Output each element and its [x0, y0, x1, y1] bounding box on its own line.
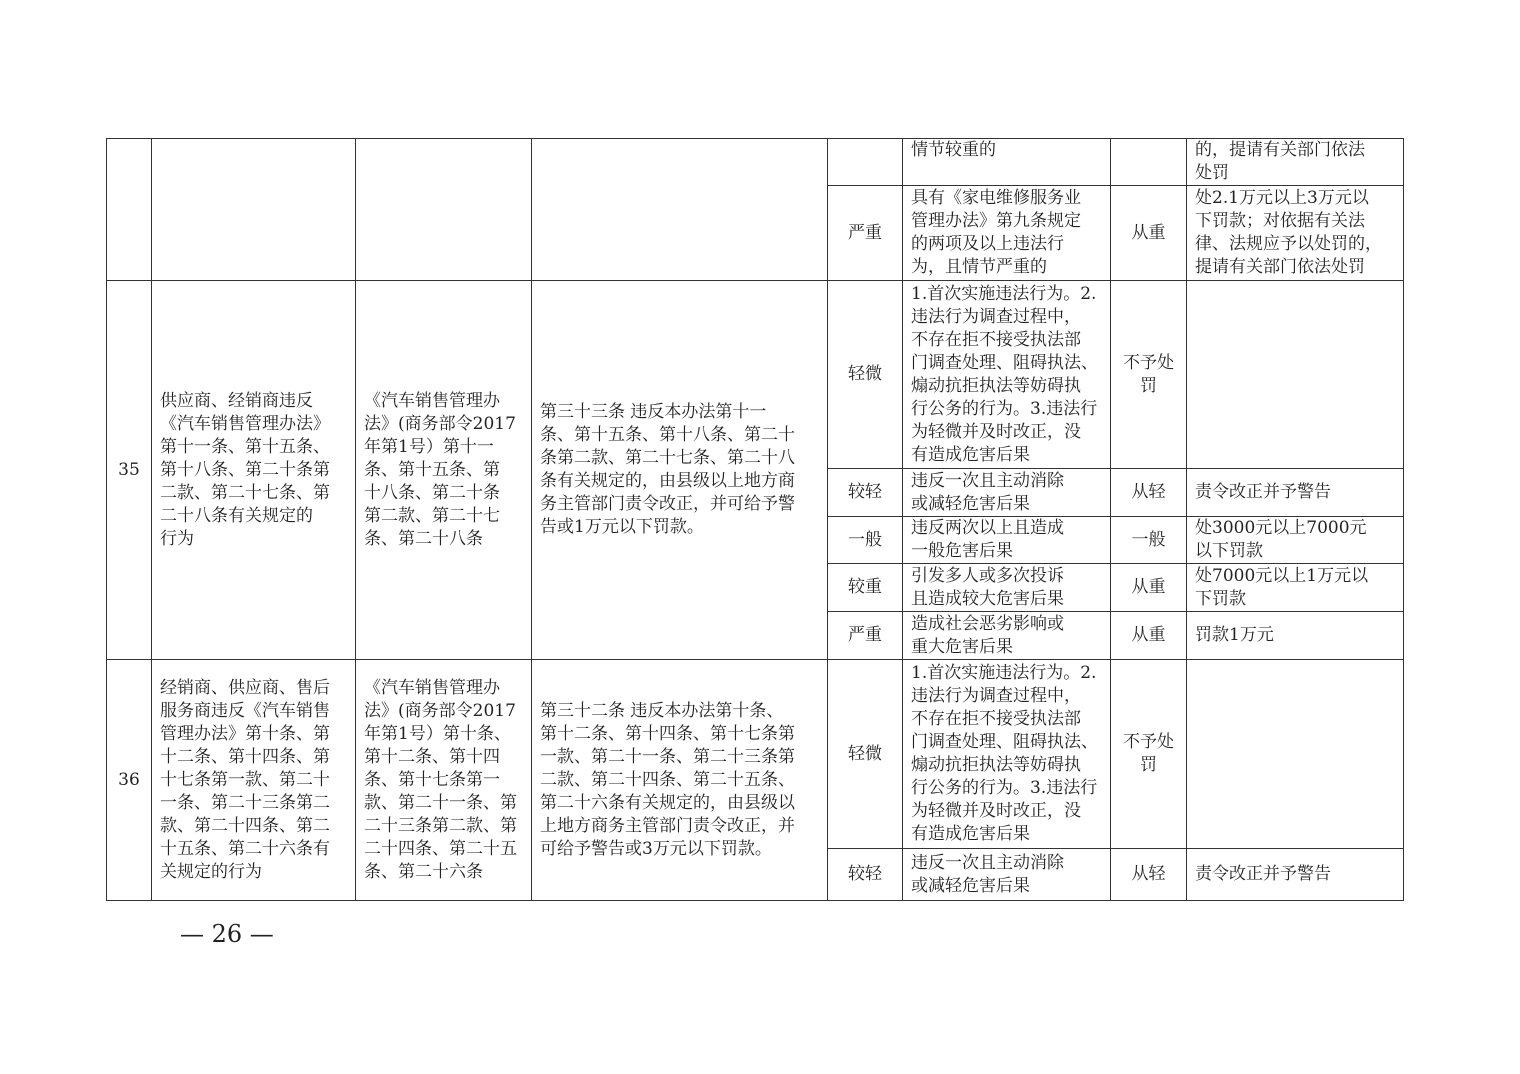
item-number-cell: 36 [107, 660, 152, 901]
table-row [107, 139, 1404, 186]
condition-cell: 1.首次实施违法行为。2. 违法行为调查过程中， 不存在拒不接受执法部 门调查处理、阻碍执法、 煽动抗拒执法等妨碍执 行公务的行为。3.违法行 为轻微并及时改正，没 有造成危害后果 [903, 281, 1111, 469]
behavior-cell [152, 139, 356, 281]
penalty-cell: 责令改正并予警告 [1187, 469, 1404, 517]
penalty-cell: 处7000元以上1万元以 下罚款 [1187, 564, 1404, 612]
level-cell: 轻微 [828, 660, 903, 849]
table-row [107, 281, 1404, 469]
condition-cell: 违反两次以上且造成 一般危害后果 [903, 517, 1111, 564]
mode-cell: 从轻 [1111, 849, 1187, 901]
level-cell: 较轻 [828, 469, 903, 517]
penalty-cell: 的，提请有关部门依法 处罚 [1187, 139, 1404, 186]
penalty-basis-cell: 第三十三条 违反本办法第十一 条、第十五条、第十八条、第二十 条第二款、第二十七条、第二十八 条有关规定的，由县级以上地方商 务主管部门责令改正，并可给予警 告或1万元以下罚款。 [532, 281, 828, 660]
mode-cell: 从重 [1111, 612, 1187, 660]
level-cell: 一般 [828, 517, 903, 564]
level-cell: 严重 [828, 186, 903, 281]
item-number-cell: 35 [107, 281, 152, 660]
mode-cell: 从重 [1111, 186, 1187, 281]
penalty-cell: 责令改正并予警告 [1187, 849, 1404, 901]
condition-cell: 违反一次且主动消除 或减轻危害后果 [903, 469, 1111, 517]
mode-cell: 一般 [1111, 517, 1187, 564]
item-number-cell [107, 139, 152, 281]
penalty-cell [1187, 281, 1404, 469]
condition-cell: 1.首次实施违法行为。2. 违法行为调查过程中， 不存在拒不接受执法部 门调查处理、阻碍执法、 煽动抗拒执法等妨碍执 行公务的行为。3.违法行 为轻微并及时改正，没 有造成危害后果 [903, 660, 1111, 849]
behavior-cell: 经销商、供应商、售后 服务商违反《汽车销售 管理办法》第十条、第 十二条、第十四条、第 十七条第一款、第二十 一条、第二十三条第二 款、第二十四条、第二 十五条、第二十六条有 关规定的行为 [152, 660, 356, 901]
condition-cell: 具有《家电维修服务业 管理办法》第九条规定 的两项及以上违法行 为，且情节严重的 [903, 186, 1111, 281]
penalty-cell: 处3000元以上7000元 以下罚款 [1187, 517, 1404, 564]
mode-cell: 不予处 罚 [1111, 660, 1187, 849]
penalty-cell: 处2.1万元以上3万元以 下罚款；对依据有关法 律、法规应予以处罚的， 提请有关部门依法处罚 [1187, 186, 1404, 281]
basis-cell [356, 139, 532, 281]
mode-cell: 从重 [1111, 564, 1187, 612]
level-cell [828, 139, 903, 186]
penalty-cell: 罚款1万元 [1187, 612, 1404, 660]
penalty-cell [1187, 660, 1404, 849]
behavior-cell: 供应商、经销商违反 《汽车销售管理办法》 第十一条、第十五条、 第十八条、第二十条第 二款、第二十七条、第 二十八条有关规定的 行为 [152, 281, 356, 660]
basis-cell: 《汽车销售管理办 法》(商务部令2017 年第1号）第十一 条、第十五条、第 十八条、第二十条 第二款、第二十七 条、第二十八条 [356, 281, 532, 660]
page-number: — 26 — [180, 920, 274, 948]
condition-cell: 引发多人或多次投诉 且造成较大危害后果 [903, 564, 1111, 612]
condition-cell: 情节较重的 [903, 139, 1111, 186]
penalty-basis-cell: 第三十二条 违反本办法第十条、 第十二条、第十四条、第十七条第 一款、第二十一条、第二十三条第 二款、第二十四条、第二十五条、 第二十六条有关规定的，由县级以 上地方商务主管部门责令改正，并 可给予警告或3万元以下罚款。 [532, 660, 828, 901]
mode-cell: 不予处 罚 [1111, 281, 1187, 469]
level-cell: 较重 [828, 564, 903, 612]
mode-cell: 从轻 [1111, 469, 1187, 517]
level-cell: 较轻 [828, 849, 903, 901]
level-cell: 轻微 [828, 281, 903, 469]
condition-cell: 违反一次且主动消除 或减轻危害后果 [903, 849, 1111, 901]
table-row [107, 660, 1404, 849]
mode-cell [1111, 139, 1187, 186]
penalty-basis-cell [532, 139, 828, 281]
penalty-discretion-table [106, 138, 1404, 901]
level-cell: 严重 [828, 612, 903, 660]
condition-cell: 造成社会恶劣影响或 重大危害后果 [903, 612, 1111, 660]
basis-cell: 《汽车销售管理办 法》(商务部令2017 年第1号）第十条、 第十二条、第十四 条、第十七条第一 款、第二十一条、第 二十三条第二款、第 二十四条、第二十五 条、第二十六条 [356, 660, 532, 901]
